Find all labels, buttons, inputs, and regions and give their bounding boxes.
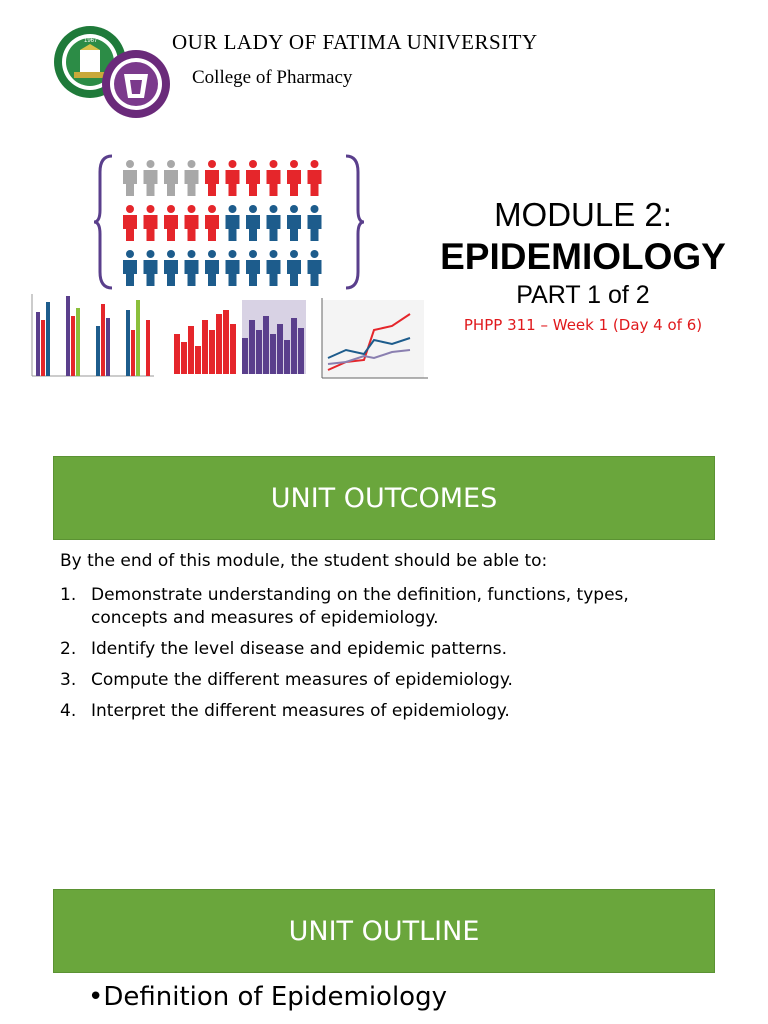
person-icon (246, 160, 260, 196)
person-icon (185, 205, 199, 241)
item-text: Demonstrate understanding on the definition, functions, types, concepts and measures of epidemiology. (91, 585, 629, 628)
bar-chart-icon (32, 294, 154, 376)
university-logo (44, 24, 174, 120)
item-text: Identify the level disease and epidemic patterns. (91, 639, 508, 659)
outcomes-intro: By the end of this module, the student should be able to: (60, 551, 548, 571)
person-icon (246, 250, 260, 286)
item-number: 3. (60, 670, 77, 690)
person-icon (267, 205, 281, 241)
person-icon (267, 250, 281, 286)
person-icon (164, 250, 178, 286)
unit-outline-header: UNIT OUTLINE (53, 889, 715, 973)
person-icon (205, 250, 219, 286)
module-label: MODULE 2: (494, 196, 672, 233)
bullet-icon: • (88, 982, 104, 1012)
person-icon (308, 160, 322, 196)
population-illustration (94, 152, 364, 292)
purple-histogram-icon (242, 300, 306, 374)
item-text: Compute the different measures of epidemiology. (91, 670, 513, 690)
item-number: 1. (60, 585, 77, 605)
person-icon (144, 250, 158, 286)
person-icon (205, 205, 219, 241)
person-icon (287, 205, 301, 241)
university-name: OUR LADY OF FATIMA UNIVERSITY (172, 30, 538, 54)
purple-seal-icon (102, 50, 170, 118)
person-icon (308, 205, 322, 241)
unit-outcomes-header: UNIT OUTCOMES (53, 456, 715, 540)
item-text: Interpret the different measures of epidemiology. (91, 701, 510, 721)
list-item (60, 584, 700, 630)
person-icon (164, 205, 178, 241)
person-icon (123, 250, 137, 286)
person-icon (205, 160, 219, 196)
item-number: 4. (60, 701, 77, 721)
person-icon (287, 250, 301, 286)
list-item (60, 638, 700, 661)
outline-item-text: Definition of Epidemiology (103, 982, 447, 1012)
person-icon (144, 205, 158, 241)
college-name: College of Pharmacy (192, 67, 353, 88)
line-chart-icon (322, 298, 428, 378)
charts-illustration (28, 290, 436, 382)
list-item (60, 700, 700, 723)
red-histogram-icon (174, 310, 236, 374)
left-brace-icon (94, 156, 112, 288)
right-brace-icon (346, 156, 364, 288)
person-icon (185, 160, 199, 196)
person-icon (226, 160, 240, 196)
part-label: PART 1 of 2 (516, 281, 650, 309)
person-icon (226, 250, 240, 286)
svg-text:1967: 1967 (84, 38, 98, 44)
title-block (420, 195, 746, 339)
topic-title: EPIDEMIOLOGY (440, 236, 726, 277)
outline-item (88, 982, 447, 1012)
person-icon (308, 250, 322, 286)
person-icon (246, 205, 260, 241)
person-icon (185, 250, 199, 286)
person-icon (123, 205, 137, 241)
course-code: PHPP 311 – Week 1 (Day 4 of 6) (463, 316, 703, 334)
list-item (60, 669, 700, 692)
person-icon (164, 160, 178, 196)
person-icon (123, 160, 137, 196)
person-icon (144, 160, 158, 196)
outcomes-list (60, 584, 700, 731)
person-icon (226, 205, 240, 241)
person-icon (287, 160, 301, 196)
item-number: 2. (60, 639, 77, 659)
person-icon (267, 160, 281, 196)
